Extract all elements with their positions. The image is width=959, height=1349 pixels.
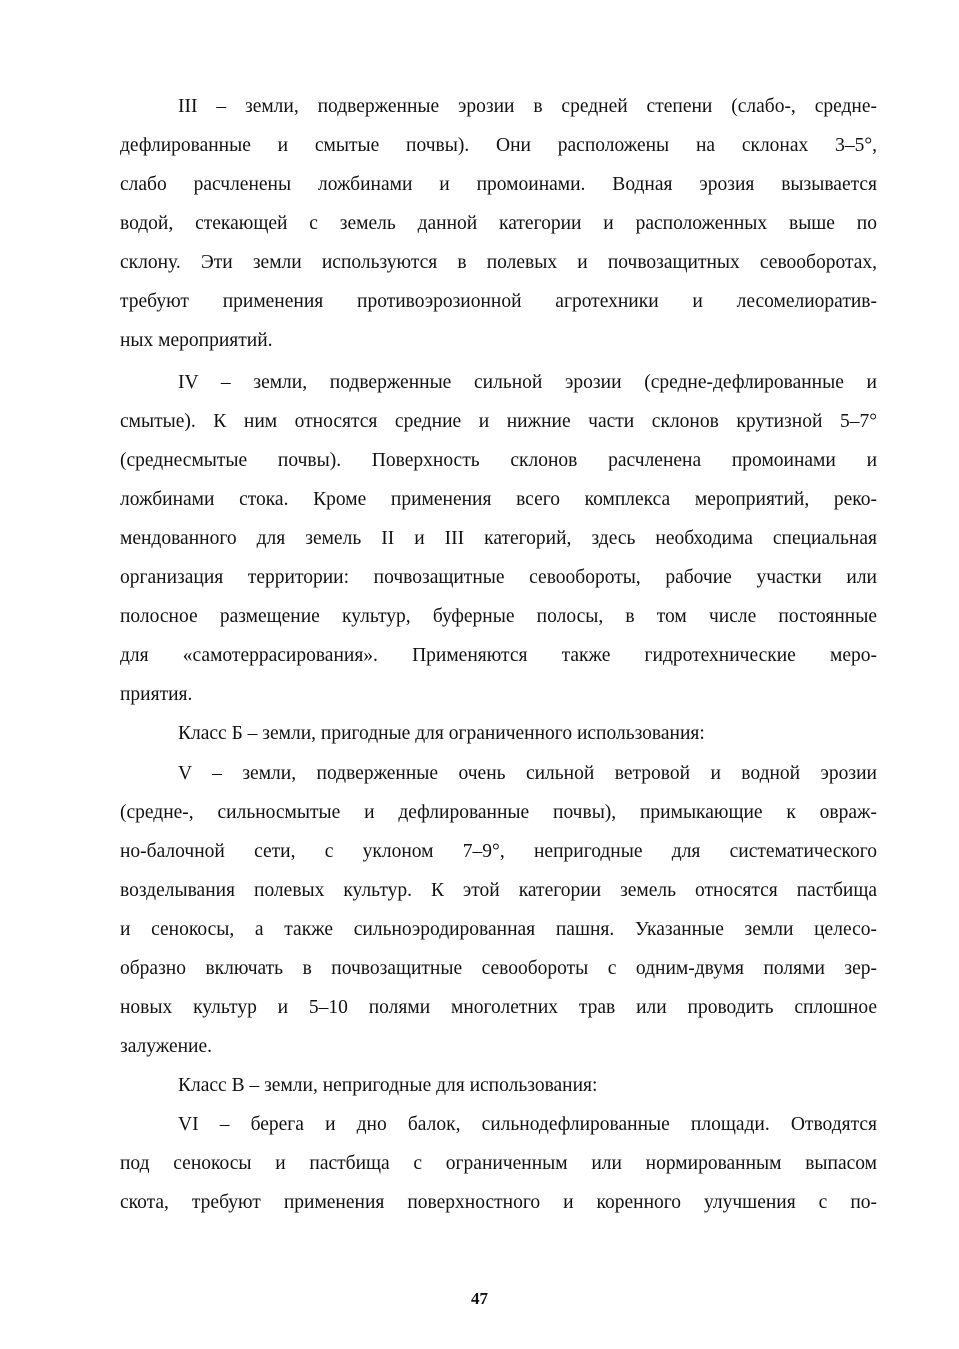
- text-line: (средне-, сильносмытые и дефлированные почвы), примыкающие к овраж-: [120, 802, 877, 823]
- text-line: (среднесмытые почвы). Поверхность склонов расчленена промоинами и: [120, 450, 877, 471]
- text-line: новых культур и 5–10 полями многолетних трав или проводить сплошное: [120, 997, 877, 1018]
- text-line: но-балочной сети, с уклоном 7–9°, непригодные для систематического: [120, 841, 877, 862]
- text-line: слабо расчленены ложбинами и промоинами. Водная эрозия вызывается: [120, 174, 877, 195]
- text-line: IV – земли, подверженные сильной эрозии (средне-дефлированные и: [178, 372, 877, 393]
- text-line: полосное размещение культур, буферные полосы, в том числе постоянные: [120, 606, 877, 627]
- text-line: III – земли, подверженные эрозии в средней степени (слабо-, средне-: [178, 96, 877, 117]
- text-line: ных мероприятий.: [120, 330, 273, 351]
- text-line: залужение.: [120, 1036, 213, 1057]
- text-line: и сенокосы, а также сильноэродированная пашня. Указанные земли целесо-: [120, 919, 877, 940]
- text-line: требуют применения противоэрозионной агротехники и лесомелиоратив-: [120, 291, 877, 312]
- text-line: под сенокосы и пастбища с ограниченным или нормированным выпасом: [120, 1153, 877, 1174]
- text-line: организация территории: почвозащитные севообороты, рабочие участки или: [120, 567, 877, 588]
- text-line: скота, требуют применения поверхностного и коренного улучшения с по-: [120, 1192, 877, 1213]
- text-line: возделывания полевых культур. К этой категории земель относятся пастбища: [120, 880, 877, 901]
- text-line: склону. Эти земли используются в полевых и почвозащитных севооборотах,: [120, 252, 877, 273]
- text-line: образно включать в почвозащитные севообороты с одним-двумя полями зер-: [120, 958, 877, 979]
- text-line: мендованного для земель II и III категорий, здесь необходима специальная: [120, 528, 877, 549]
- text-line: для «самотеррасирования». Применяются также гидротехнические меро-: [120, 645, 877, 666]
- text-line: дефлированные и смытые почвы). Они расположены на склонах 3–5°,: [120, 135, 877, 156]
- page-number: 47: [471, 1289, 488, 1308]
- text-line: Класс В – земли, непригодные для использования:: [178, 1075, 598, 1096]
- text-line: Класс Б – земли, пригодные для ограниченного использования:: [178, 723, 705, 744]
- text-line: смытые). К ним относятся средние и нижние части склонов крутизной 5–7°: [120, 411, 877, 432]
- text-line: VI – берега и дно балок, сильнодефлированные площади. Отводятся: [178, 1114, 877, 1135]
- text-line: ложбинами стока. Кроме применения всего комплекса мероприятий, реко-: [120, 489, 877, 510]
- text-line: приятия.: [120, 684, 193, 705]
- text-line: водой, стекающей с земель данной категории и расположенных выше по: [120, 213, 877, 234]
- text-line: V – земли, подверженные очень сильной ветровой и водной эрозии: [178, 763, 877, 784]
